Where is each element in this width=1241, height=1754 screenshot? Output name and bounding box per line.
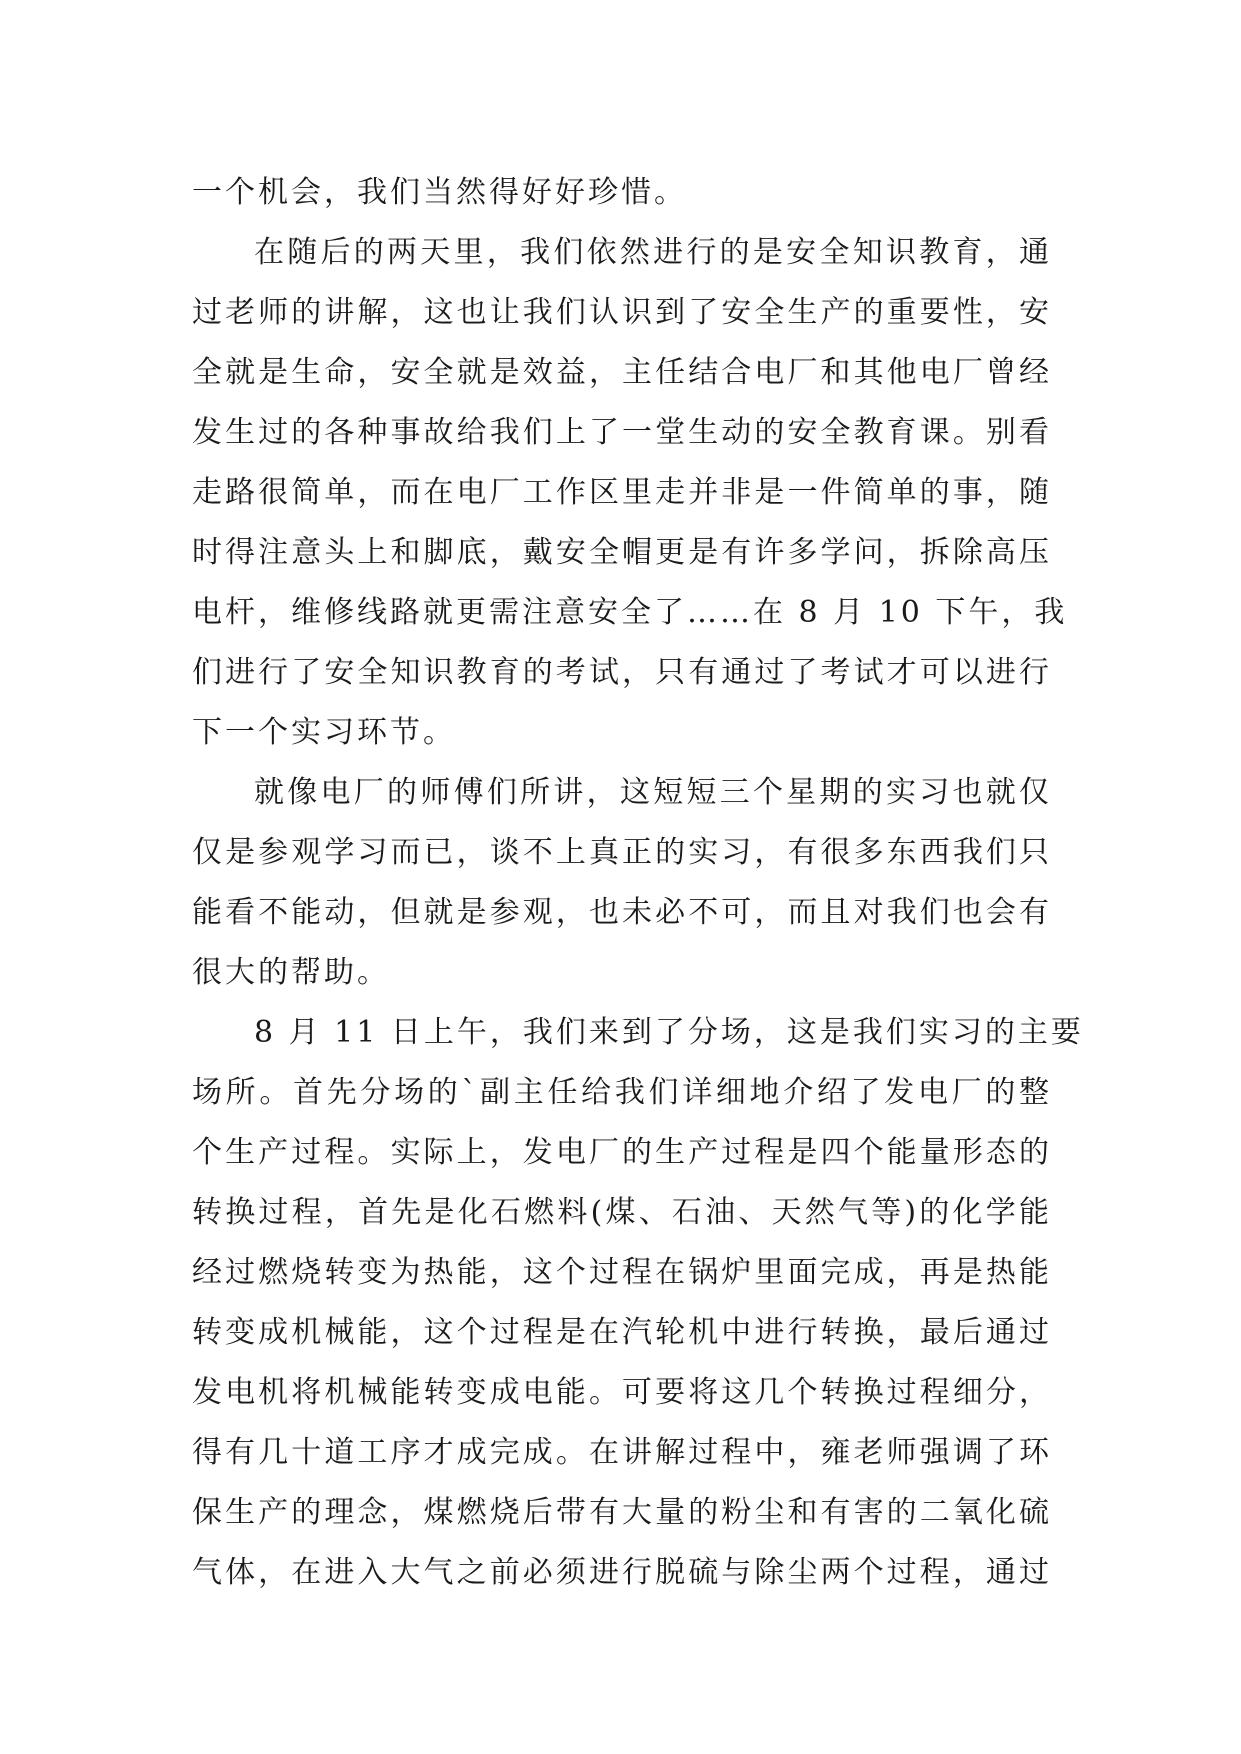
text-line: 保生产的理念，煤燃烧后带有大量的粉尘和有害的二氧化硫: [192, 1495, 1052, 1530]
text-line: 下一个实习环节。: [192, 715, 456, 750]
text-line: 气体，在进入大气之前必须进行脱硫与除尘两个过程，通过: [192, 1555, 1052, 1590]
text-line: 发生过的各种事故给我们上了一堂生动的安全教育课。别看: [192, 415, 1052, 450]
text-line: 能看不能动，但就是参观，也未必不可，而且对我们也会有: [192, 895, 1052, 930]
paragraph: [192, 223, 1068, 763]
text-line: 得有几十道工序才成完成。在讲解过程中，雍老师强调了环: [192, 1435, 1052, 1470]
text-line: 很大的帮助。: [192, 955, 390, 990]
paragraph: [192, 763, 1052, 1003]
text-line: 全就是生命，安全就是效益，主任结合电厂和其他电厂曾经: [192, 355, 1052, 390]
text-line: 经过燃烧转变为热能，这个过程在锅炉里面完成，再是热能: [192, 1255, 1052, 1290]
text-line: 电杆，维修线路就更需注意安全了……在 8 月 10 下午，我: [192, 595, 1068, 630]
text-line: 仅是参观学习而已，谈不上真正的实习，有很多东西我们只: [192, 835, 1052, 870]
text-line: 们进行了安全知识教育的考试，只有通过了考试才可以进行: [192, 655, 1052, 690]
text-line: 时得注意头上和脚底，戴安全帽更是有许多学问，拆除高压: [192, 535, 1052, 570]
paragraph: [192, 1003, 1084, 1603]
text-line: 就像电厂的师傅们所讲，这短短三个星期的实习也就仅: [254, 775, 1052, 810]
text-line: 在随后的两天里，我们依然进行的是安全知识教育，通: [254, 235, 1052, 270]
text-line: 8 月 11 日上午，我们来到了分场，这是我们实习的主要: [254, 1015, 1084, 1050]
text-line: 一个机会，我们当然得好好珍惜。: [192, 175, 687, 210]
paragraph: [192, 163, 1052, 223]
text-line: 场所。首先分场的`副主任给我们详细地介绍了发电厂的整: [192, 1075, 1052, 1110]
document-body: [192, 163, 1084, 1603]
text-line: 发电机将机械能转变成电能。可要将这几个转换过程细分，: [192, 1375, 1052, 1410]
text-line: 转变成机械能，这个过程是在汽轮机中进行转换，最后通过: [192, 1315, 1052, 1350]
text-line: 走路很简单，而在电厂工作区里走并非是一件简单的事，随: [192, 475, 1052, 510]
text-line: 过老师的讲解，这也让我们认识到了安全生产的重要性，安: [192, 295, 1052, 330]
text-line: 个生产过程。实际上，发电厂的生产过程是四个能量形态的: [192, 1135, 1052, 1170]
text-line: 转换过程，首先是化石燃料(煤、石油、天然气等)的化学能: [192, 1195, 1052, 1230]
